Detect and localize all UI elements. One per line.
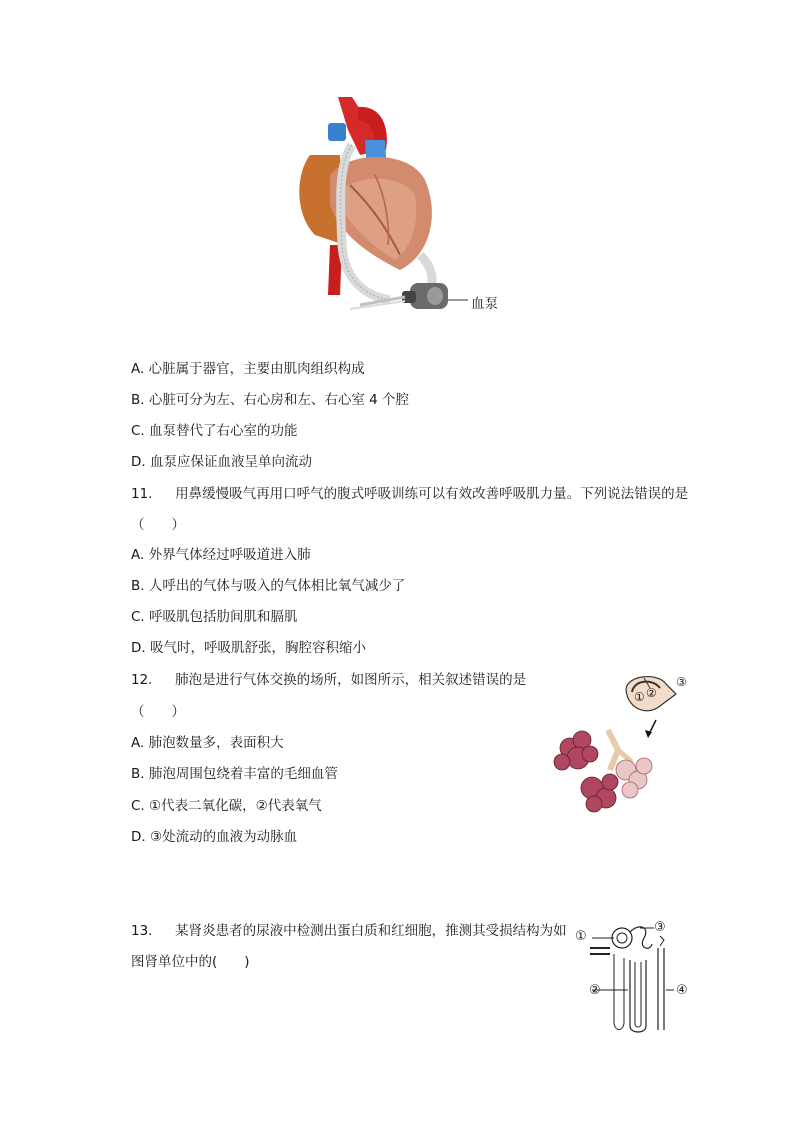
nephron-label-3: ③ [654, 920, 666, 935]
q10-option-b: B. 心脏可分为左、右心房和左、右心室 4 个腔 [131, 392, 410, 408]
q11-number: 11. [131, 486, 153, 502]
nephron-illustration [574, 918, 696, 1036]
q10-option-a: A. 心脏属于器官，主要由肌肉组织构成 [131, 361, 365, 377]
alveoli-figure [548, 670, 698, 820]
q10-option-d: D. 血泵应保证血液呈单向流动 [131, 454, 312, 470]
q12-option-a: A. 肺泡数量多，表面积大 [131, 735, 284, 751]
q12-bracket: （ ） [131, 704, 185, 720]
q11-option-d: D. 吸气时，呼吸肌舒张，胸腔容积缩小 [131, 640, 366, 656]
q11-option-c: C. 呼吸肌包括肋间肌和膈肌 [131, 609, 298, 625]
q12-option-d: D. ③处流动的血液为动脉血 [131, 829, 298, 845]
q12-stem [131, 671, 526, 689]
q11-stem [131, 485, 688, 503]
q11-option-b: B. 人呼出的气体与吸入的气体相比氧气减少了 [131, 578, 406, 594]
q12-number: 12. [131, 672, 153, 688]
heart-pump-figure [290, 95, 510, 320]
nephron-label-2: ② [589, 983, 601, 998]
q12-option-c: C. ①代表二氧化碳，②代表氧气 [131, 798, 322, 814]
nephron-figure [574, 918, 696, 1036]
q12-option-b: B. 肺泡周围包绕着丰富的毛细血管 [131, 766, 338, 782]
alveoli-label-2: ② [646, 686, 657, 700]
pump-label: 血泵 [471, 296, 498, 312]
heart-illustration [290, 95, 510, 320]
alveoli-label-3: ③ [676, 675, 687, 689]
nephron-label-1: ① [575, 929, 587, 944]
alveoli-label-1: ① [634, 690, 645, 704]
q13-stem-line1 [131, 922, 567, 940]
q11-option-a: A. 外界气体经过呼吸道进入肺 [131, 547, 311, 563]
alveoli-illustration [548, 670, 698, 820]
q11-bracket: （ ） [131, 517, 185, 533]
q13-stem-text1: 某肾炎患者的尿液中检测出蛋白质和红细胞，推测其受损结构为如 [175, 923, 567, 939]
q13-stem-line2: 图肾单位中的( ) [131, 954, 250, 970]
nephron-label-4: ④ [676, 983, 688, 998]
q13-number: 13. [131, 923, 153, 939]
q11-stem-text: 用鼻缓慢吸气再用口呼气的腹式呼吸训练可以有效改善呼吸肌力量。下列说法错误的是 [175, 486, 689, 502]
q10-option-c: C. 血泵替代了右心室的功能 [131, 423, 298, 439]
q12-stem-text: 肺泡是进行气体交换的场所，如图所示，相关叙述错误的是 [175, 672, 527, 688]
